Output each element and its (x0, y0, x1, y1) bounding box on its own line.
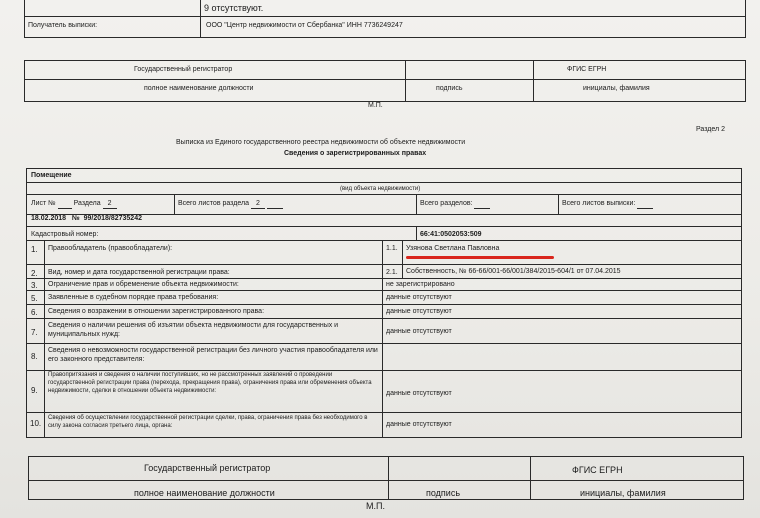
extract-date-number: 18.02.2018 № 99/2018/82735242 (31, 215, 142, 222)
initials-caption: инициалы, фамилия (580, 488, 666, 498)
registrar-title: Государственный регистратор (144, 463, 271, 473)
section-label: Раздел 2 (696, 126, 725, 133)
row-number: 7. (31, 328, 38, 337)
row-number: 5. (31, 294, 38, 303)
initials-caption: инициалы, фамилия (583, 85, 650, 92)
heading-subtitle: Сведения о зарегистрированных правах (284, 150, 427, 157)
row-label: Вид, номер и дата государственной регистрации права: (48, 269, 230, 276)
row-value: не зарегистрировано (386, 281, 455, 288)
total-sheets-extract: Всего листов выписки: (562, 200, 653, 209)
row-number: 1. (31, 245, 38, 254)
row-value: данные отсутствуют (386, 294, 452, 301)
total-sheets-section: Всего листов раздела 2 (178, 200, 283, 209)
registrar-title: Государственный регистратор (134, 66, 233, 73)
row-number: 8. (31, 352, 38, 361)
heading-title: Выписка из Единого государственного реестра недвижимости об объекте недвижимости (176, 139, 466, 146)
signature-block-top (24, 60, 746, 102)
recipient-block (24, 0, 746, 38)
stamp-mark: М.П. (368, 102, 383, 109)
total-sections: Всего разделов: (420, 200, 490, 209)
row-label: Ограничение прав и обременение объекта недвижимости: (48, 281, 239, 288)
row-label: Сведения о возражении в отношении зарегистрированного права: (48, 308, 265, 315)
right-registration: Собственность, № 66-66/001-66/001/384/2015-604/1 от 07.04.2015 (406, 268, 621, 275)
signature-caption: подпись (426, 488, 461, 498)
position-caption: полное наименование должности (144, 85, 254, 92)
row-label: Правообладатель (правообладатели): (48, 245, 173, 252)
recipient-label: Получатель выписки: (28, 22, 98, 29)
signature-caption: подпись (436, 85, 463, 92)
recipient-value: ООО "Центр недвижимости от Сбербанка" ИНН 7736249247 (206, 22, 403, 29)
row-value: данные отсутствуют (386, 421, 452, 428)
row-number: 6. (31, 308, 38, 317)
object-type: Помещение (31, 172, 72, 179)
row-number: 10. (30, 419, 42, 428)
owner-name: Узянова Светлана Павловна (406, 245, 500, 252)
row-number: 2. (31, 269, 38, 278)
absent-text: 9 отсутствуют. (204, 3, 264, 13)
row-label: Заявленные в судебном порядке права требования: (48, 294, 219, 301)
row-label: Сведения о наличии решения об изъятии объекта недвижимости для государственных и муниципальных нужд: (48, 322, 339, 339)
position-caption: полное наименование должности (134, 488, 275, 498)
row-number: 9. (31, 386, 38, 395)
row-label: Правопритязания и сведения о наличии поступивших, но не рассмотренных заявлений о проведении государственной регистрации права (перехода, прекращения права), ограничения права или обременения объекта недвижимости, сделки в отношении объекта недвижимости: (48, 372, 372, 394)
row-value: данные отсутствуют (386, 328, 452, 335)
row-subnumber: 1.1. (386, 245, 398, 252)
row-label: Сведения об осуществлении государственной регистрации сделки, права, ограничения права без необходимого в силу закона согласия третьего лица, органа: (48, 415, 368, 430)
row-number: 3. (31, 281, 38, 290)
row-value: данные отсутствуют (386, 308, 452, 315)
cadastral-value: 66:41:0502053:509 (420, 231, 482, 238)
object-type-caption: (вид объекта недвижимости) (340, 186, 421, 192)
row-value: данные отсутствуют (386, 390, 452, 397)
row-subnumber: 2.1. (386, 269, 398, 276)
cadastral-label: Кадастровый номер: (31, 231, 99, 238)
stamp-mark: М.П. (366, 501, 385, 511)
org-name: ФГИС ЕГРН (572, 465, 623, 475)
sheet-number: Лист № Раздела 2 (31, 200, 117, 209)
red-underline (406, 256, 554, 259)
org-name: ФГИС ЕГРН (567, 66, 607, 73)
row-label: Сведения о невозможности государственной регистрации без личного участия правообладателя или его законного представителя: (48, 347, 378, 364)
